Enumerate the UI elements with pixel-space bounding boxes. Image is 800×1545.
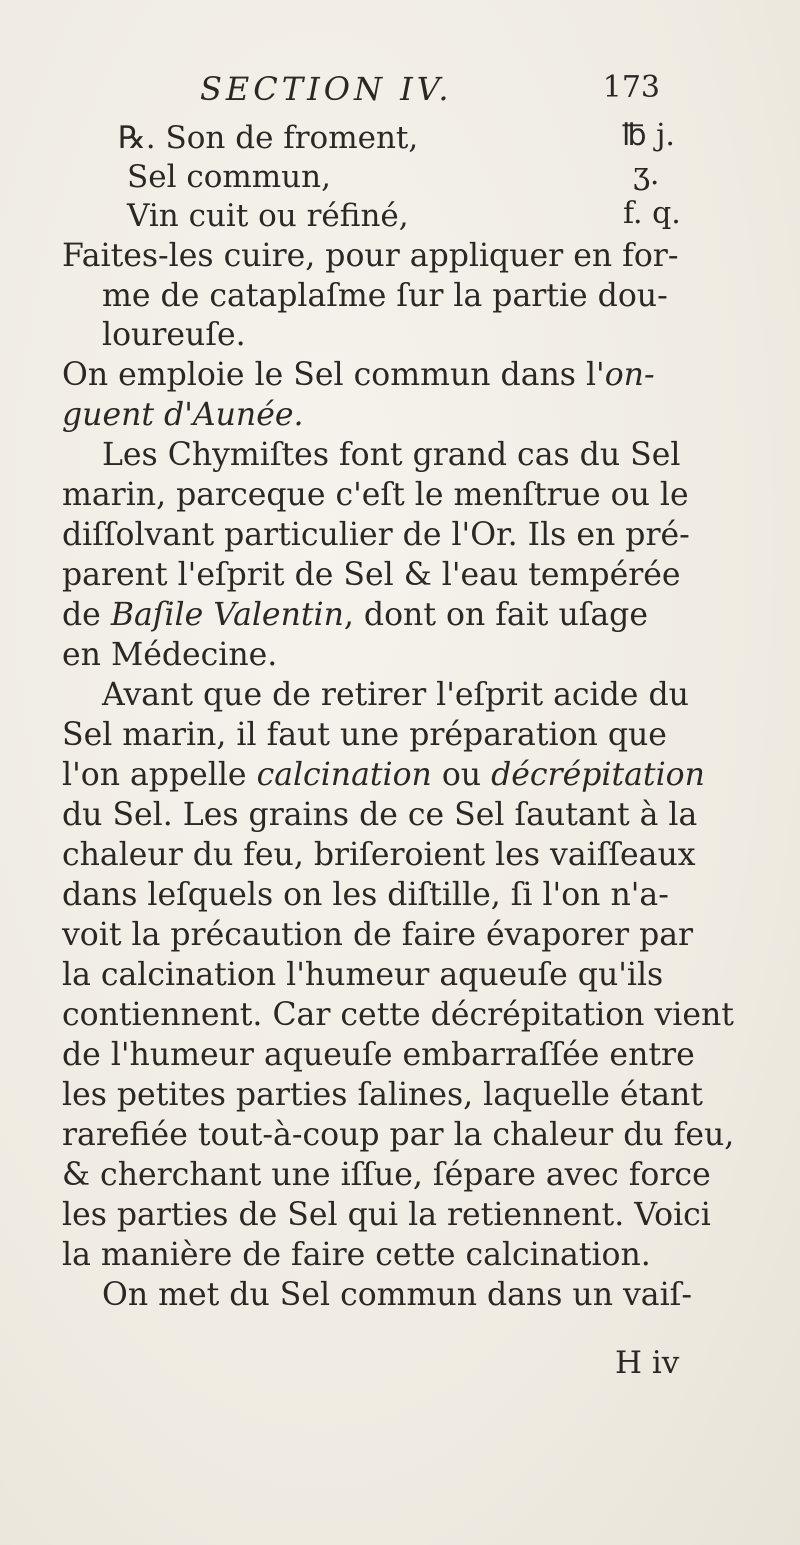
text-line: les petites parties ſalines, laquelle étant [62, 1077, 703, 1113]
recipe-line-1: ℞. Son de froment, [118, 120, 419, 156]
text-line: On emploie le Sel commun dans l'on- [62, 357, 655, 393]
text-line: On met du Sel commun dans un vaiſ- [102, 1277, 692, 1313]
text-line: & cherchant une iſſue, ſépare avec force [62, 1157, 711, 1193]
section-title: SECTION IV. [200, 70, 453, 108]
text-line: Les Chymiſtes font grand cas du Sel [102, 437, 681, 473]
text-line: rarefiée tout-à-coup par la chaleur du feu, [62, 1117, 735, 1153]
text-line: en Médecine. [62, 637, 278, 673]
text-line: Sel marin, il faut une préparation que [62, 717, 667, 753]
text-line: la calcination l'humeur aqueuſe qu'ils [62, 957, 664, 993]
recipe-dose-3: f. q. [623, 196, 681, 231]
recipe-line-2: Sel commun, [127, 159, 331, 195]
text-line: diſſolvant particulier de l'Or. Ils en pré- [62, 517, 690, 553]
text-line: la manière de faire cette calcination. [62, 1237, 651, 1273]
recipe-dose-2: ʒ. [633, 157, 660, 192]
text-line: les parties de Sel qui la retiennent. Voici [62, 1197, 711, 1233]
text-line: parent l'eſprit de Sel & l'eau tempérée [62, 557, 681, 593]
text-line: de Baſile Valentin, dont on fait uſage [62, 597, 648, 633]
text-line: de l'humeur aqueuſe embarraſſée entre [62, 1037, 695, 1073]
text-line: Avant que de retirer l'eſprit acide du [102, 677, 689, 713]
text-line: guent d'Aunée. [62, 397, 304, 433]
text-line: marin, parceque c'eſt le menſtrue ou le [62, 477, 689, 513]
text-line: loureuſe. [102, 317, 246, 353]
text-line: voit la précaution de faire évaporer par [62, 917, 694, 953]
recipe-dose-1: ℔ j. [622, 118, 675, 153]
text-line: chaleur du feu, briſeroient les vaiſſeaux [62, 837, 696, 873]
text-line: du Sel. Les grains de ce Sel ſautant à la [62, 797, 698, 833]
text-line: dans leſquels on les diſtille, ſi l'on n'a- [62, 877, 669, 913]
page-number: 173 [602, 70, 660, 105]
signature-mark: H iv [615, 1345, 680, 1381]
text-line: Faites-les cuire, pour appliquer en for- [62, 238, 679, 274]
text-line: contiennent. Car cette décrépitation vient [62, 997, 734, 1033]
text-line: l'on appelle calcination ou décrépitation [62, 757, 705, 793]
recipe-line-3: Vin cuit ou réfiné, [127, 198, 409, 234]
running-header [200, 70, 660, 110]
text-line: me de cataplaſme ſur la partie dou- [102, 278, 668, 314]
